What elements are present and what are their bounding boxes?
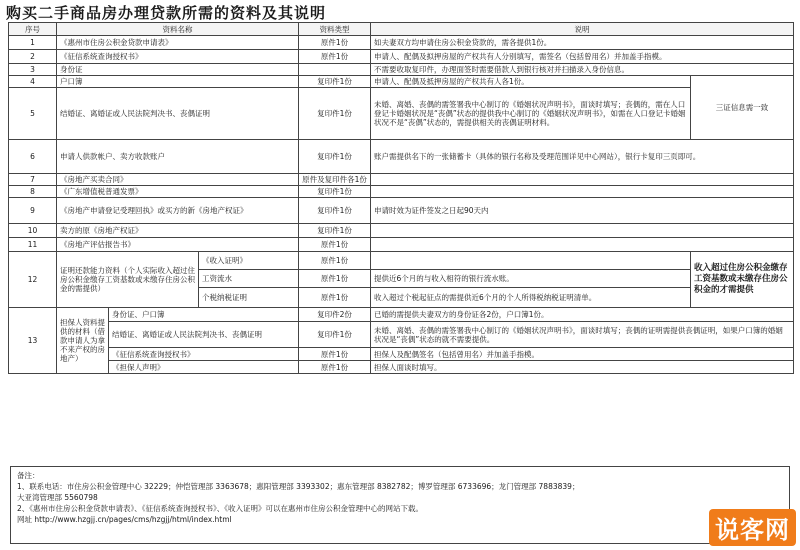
row-type: 原件1份 xyxy=(299,270,371,288)
row-desc: 账户需提供名下的一张储蓄卡（具体的银行名称及受理范围详见中心网站），银行卡复印三页即可。 xyxy=(371,140,794,174)
notes-downloads: 2、《惠州市住房公积金贷款申请表》、《征信系统查询授权书》、《收入证明》可以在惠州市住房公积金管理中心的网站下载。 xyxy=(17,504,424,513)
table-row xyxy=(9,252,794,270)
table-header-row xyxy=(9,23,794,36)
row-desc: 未婚、离婚、丧偶的需签署我中心制订的《婚姻状况声明书》，面谈时填写；丧偶的，需在人口登记卡婚姻状况是“丧偶”状态的提供我中心制订的《婚姻状况声明书》，如需在人口登记卡婚姻状况不是“丧偶”状态的，需提供相关的丧偶证明材料。 xyxy=(371,88,691,140)
row-name: 《房地产评估报告书》 xyxy=(57,238,299,252)
row-name: 申请人供款帐户、卖方收款账户 xyxy=(57,140,299,174)
row-desc: 已婚的需提供夫妻双方的身份证各2份，户口簿1份。 xyxy=(371,308,794,322)
row-type: 原件1份 xyxy=(299,361,371,374)
table-row xyxy=(9,198,794,224)
row-name: 《担保人声明》 xyxy=(109,361,299,374)
row-type: 复印件1份 xyxy=(299,198,371,224)
row-type: 原件1份 xyxy=(299,238,371,252)
site-watermark-logo: 说客网 xyxy=(709,509,796,546)
consistency-note: 三证信息需一致 xyxy=(691,76,794,140)
row-desc: 申请人、配偶及拟押房屋的产权共有人分别填写，需签名（包括曾用名）并加盖手指模。 xyxy=(371,50,794,64)
row-name: 结婚证、离婚证或人民法院判决书、丧偶证明 xyxy=(109,322,299,348)
row-seq: 9 xyxy=(9,198,57,224)
row-seq: 3 xyxy=(9,64,57,76)
row-name: 《广东增值税普通发票》 xyxy=(57,186,299,198)
row-name: 《征信系统查询授权书》 xyxy=(109,348,299,361)
row-name: 《房地产申请登记受理回执》或买方的新《房地产权证》 xyxy=(57,198,299,224)
table-row xyxy=(9,348,794,361)
row-seq: 12 xyxy=(9,252,57,308)
table-row xyxy=(9,308,794,322)
income-proof-group: 证明还款能力资料（个人实际收入超过住房公积金缴存工资基数或未缴存住房公积金的需提供） xyxy=(57,252,199,308)
row-seq: 4 xyxy=(9,76,57,88)
row-desc: 申请人、配偶及抵押房屋的产权共有人各1份。 xyxy=(371,76,691,88)
row-name: 结婚证、离婚证或人民法院判决书、丧偶证明 xyxy=(57,88,299,140)
row-desc: 如夫妻双方均申请住房公积金贷款的，需各提供1份。 xyxy=(371,36,794,50)
notes-contacts-cont: 大亚湾管理部 5560798 xyxy=(17,493,98,502)
row-desc: 担保人及配偶签名（包括曾用名）并加盖手指模。 xyxy=(371,348,794,361)
row-seq: 8 xyxy=(9,186,57,198)
row-type: 原件1份 xyxy=(299,252,371,270)
table-row xyxy=(9,186,794,198)
row-seq: 6 xyxy=(9,140,57,174)
row-name: 《征信系统查询授权书》 xyxy=(57,50,299,64)
header-seq: 序号 xyxy=(9,23,57,36)
row-seq: 2 xyxy=(9,50,57,64)
table-row xyxy=(9,76,794,88)
row-type: 原件1份 xyxy=(299,50,371,64)
table-row xyxy=(9,361,794,374)
row-desc xyxy=(371,186,794,198)
table-row xyxy=(9,50,794,64)
row-desc: 担保人面谈时填写。 xyxy=(371,361,794,374)
notes-website-link[interactable]: 网址 http://www.hzgjj.cn/pages/cms/hzgjj/html/index.html xyxy=(17,515,232,524)
row-name: 户口簿 xyxy=(57,76,299,88)
notes-contacts: 1、联系电话：市住房公积金管理中心 32229；仲恺管理部 3363678；惠阳管理部 3393302；惠东管理部 8382782；博罗管理部 6733696；龙门管理部 7883839； xyxy=(17,482,580,491)
row-type: 复印件1份 xyxy=(299,140,371,174)
table-row xyxy=(9,322,794,348)
row-seq: 1 xyxy=(9,36,57,50)
row-name: 身份证 xyxy=(57,64,299,76)
row-seq: 11 xyxy=(9,238,57,252)
notes-heading: 备注： xyxy=(17,471,40,480)
row-desc: 申请时效为证件签发之日起90天内 xyxy=(371,198,794,224)
row-desc: 收入超过个税起征点的需提供近6个月的个人所得税纳税证明清单。 xyxy=(371,288,691,308)
document-title: 购买二手商品房办理贷款所需的资料及其说明 xyxy=(6,4,327,22)
row-type: 复印件2份 xyxy=(299,308,371,322)
table-row xyxy=(9,140,794,174)
row-desc: 提供近6个月的与收入相符的银行流水账。 xyxy=(371,270,691,288)
header-name: 资料名称 xyxy=(57,23,299,36)
header-type: 资料类型 xyxy=(299,23,371,36)
notes-section xyxy=(10,466,790,544)
income-proof-note: 收入超过住房公积金缴存工资基数或未缴存住房公积金的才需提供 xyxy=(691,252,794,308)
row-type: 原件1份 xyxy=(299,348,371,361)
row-type: 复印件1份 xyxy=(299,322,371,348)
row-type: 原件及复印件各1份 xyxy=(299,174,371,186)
row-type: 原件1份 xyxy=(299,36,371,50)
row-type xyxy=(299,64,371,76)
row-desc xyxy=(371,174,794,186)
row-type: 复印件1份 xyxy=(299,224,371,238)
table-row xyxy=(9,64,794,76)
row-desc: 未婚、离婚、丧偶的需签署我中心制订的《婚姻状况声明书》，面谈时填写；丧偶的证明需提供丧偶证明，如果户口簿的婚姻状况是“丧偶”状态的就不需要提供。 xyxy=(371,322,794,348)
table-row xyxy=(9,224,794,238)
row-seq: 13 xyxy=(9,308,57,374)
header-desc: 说明 xyxy=(371,23,794,36)
row-type: 原件1份 xyxy=(299,288,371,308)
table-row xyxy=(9,36,794,50)
row-name: 身份证、户口簿 xyxy=(109,308,299,322)
row-name: 卖方的原《房地产权证》 xyxy=(57,224,299,238)
row-desc xyxy=(371,252,691,270)
row-type: 复印件1份 xyxy=(299,76,371,88)
row-seq: 10 xyxy=(9,224,57,238)
row-desc xyxy=(371,238,794,252)
row-desc xyxy=(371,224,794,238)
table-row xyxy=(9,174,794,186)
row-name: 工资流水 xyxy=(199,270,299,288)
requirements-table xyxy=(8,22,794,374)
row-seq: 5 xyxy=(9,88,57,140)
row-desc: 不需要收取复印件，办理面签时需要借款人到银行核对并扫描录入身份信息。 xyxy=(371,64,794,76)
row-seq: 7 xyxy=(9,174,57,186)
row-type: 复印件1份 xyxy=(299,186,371,198)
table-row xyxy=(9,88,794,140)
row-name: 个税纳税证明 xyxy=(199,288,299,308)
row-type: 复印件1份 xyxy=(299,88,371,140)
guarantor-group: 担保人资料提供的材料（借款申请人为拿不来产权的房地产） xyxy=(57,308,109,374)
row-name: 《房地产买卖合同》 xyxy=(57,174,299,186)
table-row xyxy=(9,238,794,252)
row-name: 《惠州市住房公积金贷款申请表》 xyxy=(57,36,299,50)
row-name: 《收入证明》 xyxy=(199,252,299,270)
